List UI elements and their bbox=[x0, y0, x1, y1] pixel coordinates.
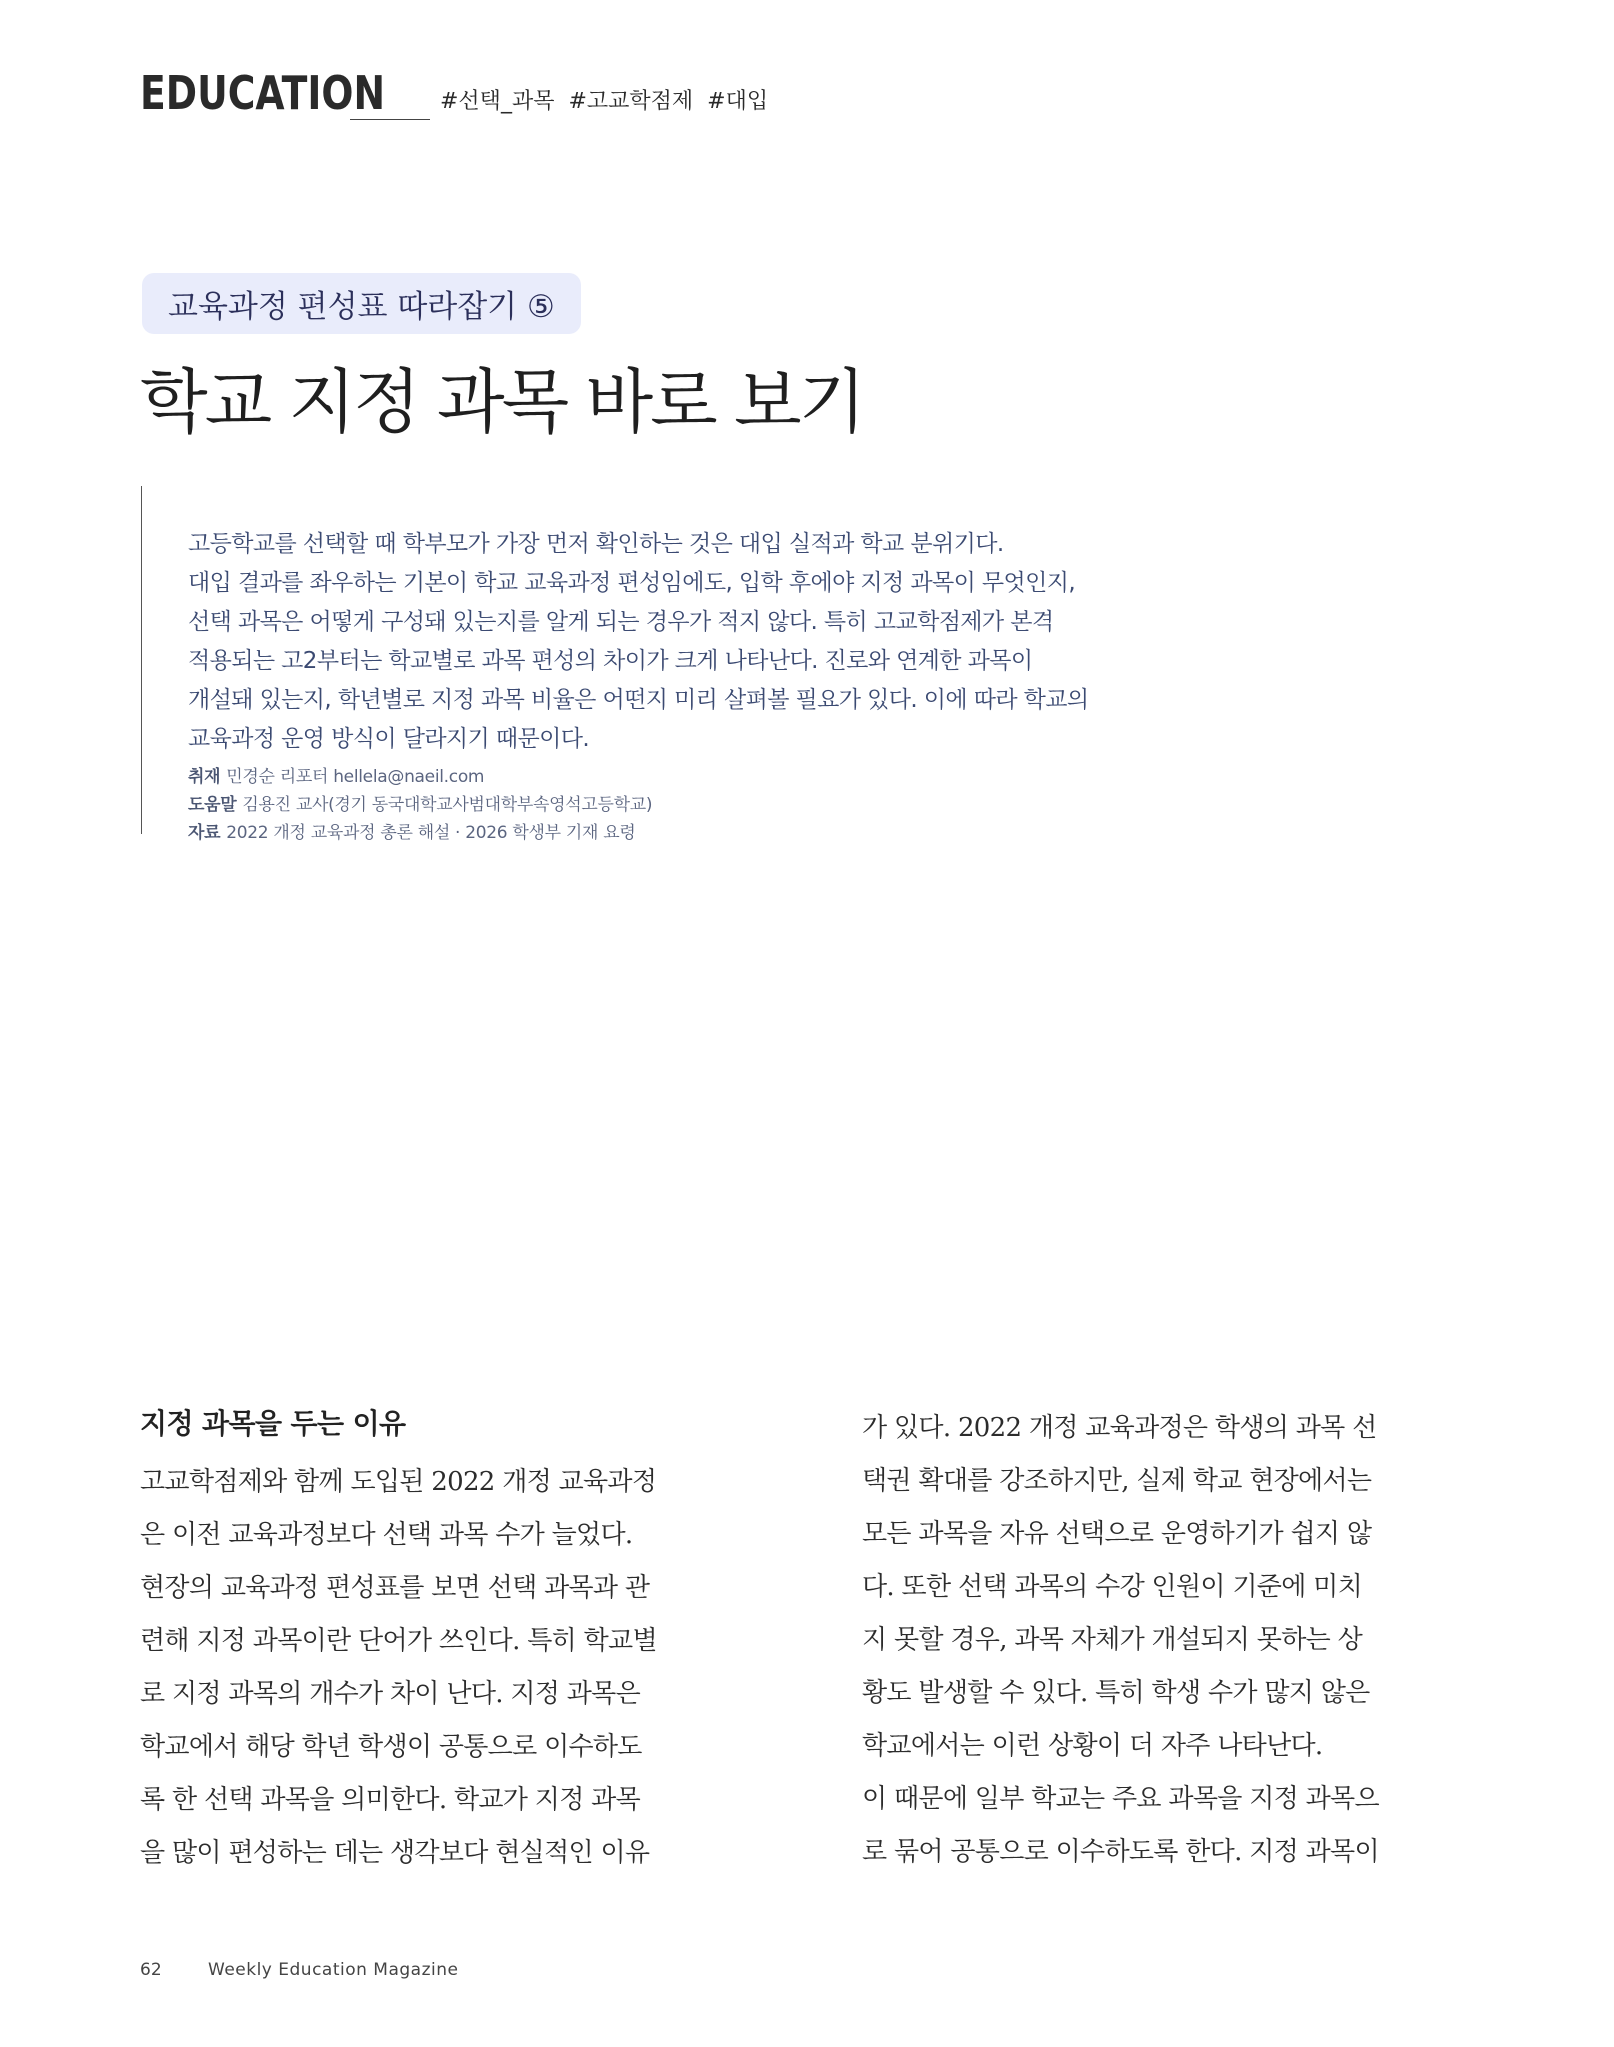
article-title: 학교 지정 과목 바로 보기 bbox=[140, 361, 864, 443]
credit-advisor: 도움말 김용진 교사(경기 동국대학교사범대학부속영석고등학교) bbox=[188, 795, 653, 815]
lead-line: 개설돼 있는지, 학년별로 지정 과목 비율은 어떤지 미리 살펴볼 필요가 있다. 이에 따라 학교의 bbox=[188, 687, 1089, 713]
body-line: 록 한 선택 과목을 의미한다. 학교가 지정 과목 bbox=[140, 1785, 641, 1815]
body-line: 을 많이 편성하는 데는 생각보다 현실적인 이유 bbox=[140, 1838, 650, 1868]
body-line: 현장의 교육과정 편성표를 보면 선택 과목과 관 bbox=[140, 1573, 650, 1603]
lead-line: 적용되는 고2부터는 학교별로 과목 편성의 차이가 크게 나타난다. 진로와 연계한 과목이 bbox=[188, 648, 1033, 674]
tag: #고교학점제 bbox=[568, 89, 694, 114]
section-heading: 지정 과목을 두는 이유 bbox=[140, 1407, 406, 1440]
body-line: 로 묶어 공통으로 이수하도록 한다. 지정 과목이 bbox=[862, 1837, 1379, 1867]
body-line: 은 이전 교육과정보다 선택 과목 수가 늘었다. bbox=[140, 1520, 633, 1550]
tag: #선택_과목 bbox=[440, 89, 555, 114]
body-line: 로 지정 과목의 개수가 차이 난다. 지정 과목은 bbox=[140, 1679, 641, 1709]
lead-line: 고등학교를 선택할 때 학부모가 가장 먼저 확인하는 것은 대입 실적과 학교 분위기다. bbox=[188, 531, 1004, 557]
body-column-right bbox=[862, 1402, 1442, 1879]
body-line: 황도 발생할 수 있다. 특히 학생 수가 많지 않은 bbox=[862, 1678, 1370, 1708]
series-label: 교육과정 편성표 따라잡기 ⑤ bbox=[142, 273, 581, 334]
body-line: 모든 과목을 자유 선택으로 운영하기가 쉽지 않 bbox=[862, 1519, 1372, 1549]
body-line: 련해 지정 과목이란 단어가 쓰인다. 특히 학교별 bbox=[140, 1626, 657, 1656]
credit-source: 자료 2022 개정 교육과정 총론 해설 · 2026 학생부 기재 요령 bbox=[188, 823, 636, 843]
credits bbox=[188, 763, 1238, 847]
page-number: 62 bbox=[140, 1960, 162, 1980]
body-line: 이 때문에 일부 학교는 주요 과목을 지정 과목으 bbox=[862, 1784, 1379, 1814]
lead-rule bbox=[141, 486, 142, 834]
body-line: 가 있다. 2022 개정 교육과정은 학생의 과목 선 bbox=[862, 1413, 1377, 1443]
credit-reporter: 취재 민경순 리포터 hellela@naeil.com bbox=[188, 767, 485, 787]
body-line: 택권 확대를 강조하지만, 실제 학교 현장에서는 bbox=[862, 1466, 1372, 1496]
lead-block bbox=[188, 525, 1238, 847]
body-line: 학교에서 해당 학년 학생이 공통으로 이수하도 bbox=[140, 1732, 642, 1762]
lead-line: 교육과정 운영 방식이 달라지기 때문이다. bbox=[188, 726, 590, 752]
body-line: 지 못할 경우, 과목 자체가 개설되지 못하는 상 bbox=[862, 1625, 1363, 1655]
magazine-name: Weekly Education Magazine bbox=[208, 1960, 459, 1980]
body-line: 다. 또한 선택 과목의 수강 인원이 기준에 미치 bbox=[862, 1572, 1363, 1602]
tag: #대입 bbox=[707, 89, 769, 114]
header-rule bbox=[350, 119, 430, 120]
tag-list bbox=[440, 91, 768, 113]
body-line: 학교에서는 이런 상황이 더 자주 나타난다. bbox=[862, 1731, 1323, 1761]
lead-line: 선택 과목은 어떻게 구성돼 있는지를 알게 되는 경우가 적지 않다. 특히 고교학점제가 본격 bbox=[188, 609, 1054, 635]
lead-line: 대입 결과를 좌우하는 기본이 학교 교육과정 편성임에도, 입학 후에야 지정 과목이 무엇인지, bbox=[188, 570, 1076, 596]
body-column-left bbox=[140, 1456, 720, 1880]
section-label: EDUCATION bbox=[140, 66, 386, 120]
body-line: 고교학점제와 함께 도입된 2022 개정 교육과정 bbox=[140, 1467, 657, 1497]
